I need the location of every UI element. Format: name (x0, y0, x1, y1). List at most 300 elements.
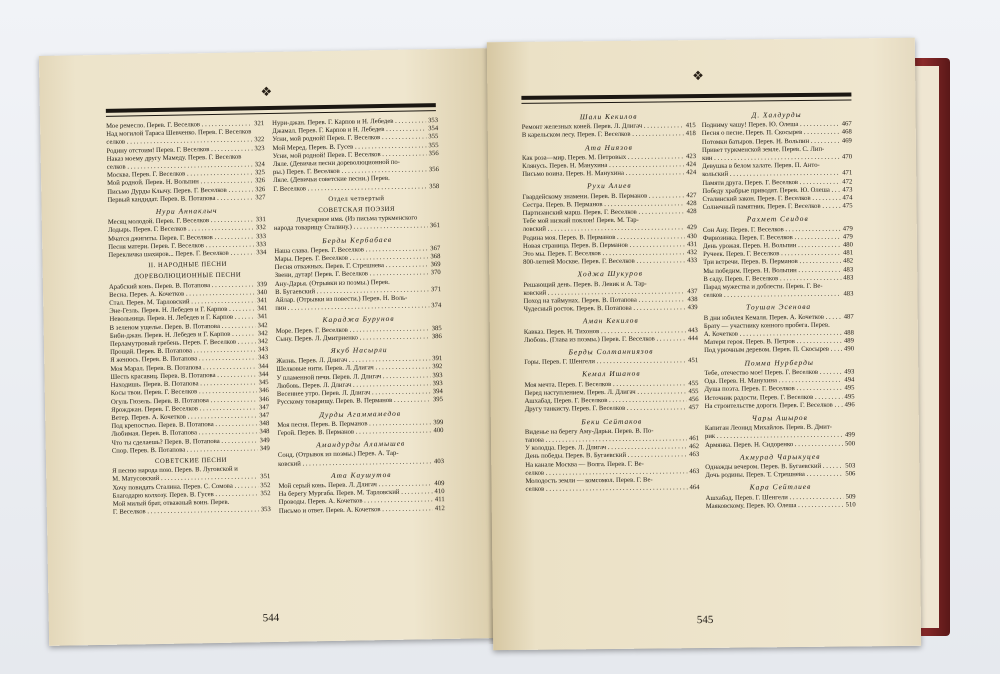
toc-entry-page: 333 (256, 240, 267, 249)
toc-entry-page: 367 (430, 244, 441, 253)
toc-entry (522, 169, 696, 179)
toc-entry-title: Решающий день. Перев. В. Левик и А. Тар- (523, 280, 647, 289)
author-heading: Аман Кекилов (582, 316, 639, 326)
toc-entry-page: 342 (257, 338, 268, 346)
toc-entry-title: Ляле. (Девичьи советские песни.) Перев. (273, 175, 390, 185)
toc-entry-title: Тебе, отечество мое! Перев. Г. Веселков . . . (704, 368, 842, 378)
toc-entry-title: Косы твои. Перев. Г. Веселков . . . (111, 388, 257, 399)
toc-entry-page: 325 (254, 169, 266, 177)
toc-entry-page: 352 (260, 481, 271, 489)
toc-entry-page: 351 (260, 473, 271, 481)
toc-entry-title: Памяти друга. Перев. Г. Веселков . . . (702, 178, 840, 188)
toc-entry (704, 346, 854, 356)
toc-entry-page: 489 (843, 337, 855, 345)
toc-entry-title: Жизнь. Перев. Л. Длигач . . . (276, 356, 430, 367)
toc-entry-title: Русскому товарищу. Перев. В. Перманов . . . (277, 397, 431, 408)
toc-entry (703, 203, 853, 213)
section-heading: Отдел четвертый (328, 194, 385, 203)
toc-entry-title: Дочь родины. Перев. Т. Стрешнева . . . (705, 471, 843, 481)
toc-entry-title: Брату — участнику конного пробега. Перев. (703, 321, 830, 330)
toc-entry-page: 464 (689, 484, 700, 492)
toc-entry-title: Я женюсь. Перев. В. Потапова . . . (110, 355, 256, 366)
toc-entry-page: 455 (688, 379, 699, 387)
toc-entry (524, 357, 698, 367)
toc-entry-title: На строительстве дороги. Перев. Г. Веселков . . . (705, 401, 843, 411)
toc-entry-title: Победу храбрые приводят. Перев. Ю. Олеша . . . (702, 186, 840, 196)
toc-entry-page: 374 (431, 302, 442, 310)
toc-entry-page: 473 (842, 186, 853, 194)
toc-entry-page: 410 (434, 488, 445, 496)
toc-entry-page: 346 (258, 395, 269, 403)
toc-entry-page: 456 (688, 396, 699, 404)
toc-entry-page: 475 (842, 202, 853, 210)
toc-entry-page: 393 (432, 371, 443, 379)
toc-entry-title: Песня матери. Перев. Г. Веселков . . . (108, 241, 254, 252)
toc-entry-page: 368 (430, 253, 441, 261)
section-heading: II. НАРОДНЫЕ ПЕСНИ (148, 261, 228, 270)
toc-entry-title: Весна. Перев. А. Кочетков . . . (109, 289, 255, 300)
toc-entry-title: Письмо и ответ. Перев. А. Кочетков . . . (279, 505, 433, 516)
toc-entry-page: 430 (686, 232, 697, 240)
toc-entry-page: 479 (842, 225, 853, 233)
toc-entry-title: Москва. Перев. Г. Веселков . . . (107, 170, 253, 181)
toc-entry-title: Мы победим. Перев. Н. Вольпин . . . (703, 266, 841, 276)
toc-entry-title: Письмо Дурды Клычу. Перев. Г. Веселков . . . (107, 186, 253, 197)
toc-entry-title: кольский . . . (702, 170, 840, 180)
toc-entry-title: У пламенной печи. Перев. Л. Длигач . . . (276, 372, 430, 383)
toc-entry-title: Любовь. Перев. Л. Длигач . . . (277, 380, 431, 391)
toc-entry-title: Солнечный памятник. Перев. Г. Веселков . . . (703, 203, 841, 213)
author-heading: Шали Кекилов (579, 111, 638, 122)
toc-entry-title: Герой. Перев. В. Перманов . . . (277, 427, 431, 438)
toc-entry-title: селков . . . (703, 291, 841, 301)
toc-entry-page: 343 (257, 346, 269, 354)
toc-entry-page: 479 (842, 233, 853, 241)
toc-entry-title: День урожая. Перев. Н. Вольпин . . . (703, 242, 841, 252)
toc-entry-page: 386 (431, 332, 442, 341)
toc-entry (524, 304, 698, 314)
toc-entry-page: 352 (260, 489, 271, 497)
toc-entry-page: 321 (254, 120, 265, 128)
toc-entry-title: Ручеек. Перев. Г. Веселков . . . (703, 250, 841, 260)
toc-entry-title: Молодость земли — комсомол. Перев. Г. Ве- (525, 476, 653, 485)
toc-entry-title: В зеленом ущелье. Перев. В. Потапова . . . (110, 322, 256, 333)
toc-entry-title: Партизанский марш. Перев. Г. Веселков . . . (523, 208, 685, 218)
toc-entry (277, 427, 443, 438)
author-heading: Рухи Алиев (587, 181, 632, 191)
page-number-right: 545 (696, 613, 714, 627)
toc-entry-page: 334 (256, 249, 267, 257)
toc-entry-title: Ану-Дарья. (Отрывки из поэмы.) Перев. (274, 278, 390, 288)
toc-entry-title: народа товарищу Сталину.) . . . (274, 223, 428, 234)
toc-entry-title: Наша слава. Перев. Г. Веселков . . . (274, 245, 428, 256)
toc-entry-title: Под урючным деревом. Перев. П. Скосырев . . . (704, 346, 842, 356)
toc-entry-page: 370 (430, 269, 441, 277)
toc-entry-title: Наказ моему другу Мамеду. Перев. Г. Веселков (106, 153, 242, 163)
toc-entry-title: Шесть красавиц. Перев. В. Потапова . . . (110, 371, 256, 382)
ornament-icon: ❖ (260, 83, 273, 100)
toc-entry-title: Армянка. Перев. Н. Сидоренко . . . (705, 440, 843, 450)
toc-entry-title: ловский . . . (523, 225, 685, 235)
toc-entry-page: 409 (434, 479, 445, 488)
toc-entry-title: Сыну. Перев. Л. Дмитриенко . . . (276, 333, 430, 344)
toc-entry-title: Чудесный росток. Перев. В. Потапова . . . (524, 304, 686, 314)
toc-entry-page: 444 (687, 334, 698, 343)
toc-entry-title: Песня отважных. Перев. Г. Стрешнева . . . (275, 262, 429, 273)
toc-entry-title: Клянусь. Перев. Н. Манухина . . . (522, 161, 684, 171)
toc-entry-title: Мой милый брат, отважный воин. Перев. (112, 498, 230, 508)
toc-entry-title: Спор. Перев. В. Потапова . . . (112, 445, 258, 456)
toc-entry-page: 346 (258, 387, 269, 395)
toc-entry (275, 302, 441, 313)
toc-entry-page: 348 (259, 428, 270, 436)
right-page (487, 38, 921, 650)
toc-entry-page: 499 (844, 431, 856, 439)
toc-entry-title: Мое ремесло. Перев. Г. Веселков . . . (106, 120, 252, 131)
toc-entry-page: 326 (255, 177, 266, 185)
toc-entry-page: 487 (843, 313, 854, 321)
toc-entry-page: 428 (686, 208, 697, 216)
toc-entry-title: Источник радости. Перев. Г. Веселков . . . (705, 393, 843, 403)
toc-entry-title: Как роза—мир. Перев. М. Петровых . . . (522, 153, 684, 163)
toc-entry-title: Привет туркменской земле. Перев. С. Лип- (701, 145, 825, 154)
toc-entry-page: 483 (843, 266, 854, 274)
toc-entry-title: Нури-джан. Перев. Г. Карпов и Н. Лебедев . . . (272, 117, 426, 128)
toc-entry-page: 342 (257, 329, 268, 338)
toc-entry-page: 344 (258, 362, 269, 370)
toc-entry-page: 353 (260, 506, 271, 514)
toc-entry-title: Ашхабад. Перев. Г. Веселков . . . (525, 396, 687, 406)
author-heading: Якуб Насырли (330, 345, 388, 356)
toc-entry-title: Это мы. Перев. Г. Веселков . . . (523, 249, 685, 259)
toc-entry-page: 392 (432, 363, 443, 371)
toc-entry-title: тапова . . . (525, 435, 687, 445)
toc-entry-title: Душа поэта. Перев. Г. Веселков . . . (704, 385, 842, 395)
toc-entry-page: 468 (841, 128, 852, 136)
toc-entry-title: Перекличка шахиров... Перев. Г. Веселков . . . (108, 249, 254, 260)
toc-entry-title: В карельском лесу. Перев. Г. Веселков . . . (522, 131, 684, 141)
toc-entry-page: 412 (434, 504, 445, 512)
toc-entry-title: Усни, мой родной! Перев. Г. Веселков . . . (273, 150, 427, 161)
section-heading: СОВЕТСКАЯ ПОЭЗИЯ (318, 205, 395, 215)
toc-entry-title: В. Бугаевский . . . (275, 286, 429, 297)
toc-entry-page: 432 (686, 249, 698, 257)
author-heading: Ата Каушутов (330, 469, 392, 480)
toc-entry-page: 344 (258, 370, 269, 379)
toc-entry-page: 462 (689, 443, 700, 451)
toc-entry-title: Моя Марал. Перев. В. Потапова . . . (110, 363, 256, 374)
toc-entry-page: 481 (842, 249, 854, 257)
toc-entry-page: 443 (687, 326, 698, 334)
toc-entry (525, 484, 699, 494)
toc-entry-page: 495 (844, 384, 855, 392)
toc-entry (522, 130, 696, 140)
toc-entry-page: 331 (255, 216, 266, 224)
toc-entry-page: 483 (843, 274, 854, 282)
toc-entry-title: У колодца. Перев. Л. Длигач . . . (525, 443, 687, 453)
toc-entry-title: кин . . . (702, 154, 840, 164)
author-heading: Берды Кербабаев (322, 234, 393, 245)
toc-entry-page: 496 (844, 401, 855, 409)
toc-entry-title: Виденье на берегу Аму-Дарьи. Перев. В. По- (524, 427, 654, 436)
toc-entry-title: Джамал. Перев. Г. Карпов и Н. Лебедев . . . (272, 125, 426, 136)
toc-entry-title: Стал. Перев. М. Тарловский . . . (109, 297, 255, 308)
toc-entry-page: 471 (842, 169, 853, 177)
toc-entry-title: Перед наступлением. Перев. Л. Длигач . . . (524, 388, 686, 398)
toc-entry-page: 333 (255, 232, 267, 240)
toc-entry-page: 428 (686, 199, 697, 208)
author-heading: Кемал Ишанов (582, 369, 641, 379)
toc-entry-page: 470 (841, 153, 853, 161)
toc-entry-title: Ремонт железных коней. Перев. Л. Длигач . . . (522, 122, 684, 132)
toc-entry-title: Над могилой Тараса Шевченко. Перев. Г. Веселков (106, 128, 252, 139)
toc-entry-page: 340 (256, 288, 268, 297)
toc-entry-title: Однажды вечером. Перев. В. Бугаевский . . . (705, 462, 843, 472)
author-heading: Караджа Бурунов (322, 314, 395, 325)
toc-entry-page: 463 (689, 451, 700, 459)
toc-entry-title: Парад мужества и доблести. Перев. Г. Ве- (703, 282, 823, 292)
author-heading: Рахмет Сеидов (746, 214, 809, 224)
toc-entry-title: А. Кочетков . . . (704, 330, 842, 340)
toc-entry-title: Благодарю колхозу. Перев. В. Гусев . . . (113, 490, 259, 501)
toc-entry-page: 474 (842, 194, 853, 202)
toc-entry-title: Я песню народа пою. Перев. В. Луговской и (112, 465, 238, 475)
toc-entry-title: Ашхабад. Перев. Г. Шенгели . . . (706, 493, 844, 503)
author-heading: Берды Солтанниязов (568, 346, 654, 357)
toc-entry-title: селков . . . (525, 468, 687, 478)
toc-entry-title: Ярожджан. Перев. Г. Веселков . . . (111, 404, 257, 415)
toc-entry-page: 488 (843, 329, 854, 337)
toc-entry (274, 222, 440, 233)
toc-entry-title: Г. Веселков . . . (273, 183, 427, 194)
toc-entry-title: рик . . . (705, 432, 843, 442)
author-heading: Дурды Агаммамедов (319, 408, 402, 419)
author-heading: Нури Аннаклыч (155, 205, 218, 217)
toc-entry-title: Сонд. (Отрывок из поэмы.) Перев. А. Тар- (277, 450, 399, 460)
toc-entry-page: 353 (427, 117, 439, 125)
toc-entry-page: 358 (429, 182, 440, 190)
toc-entry-title: Прощай. Перев. В. Потапова . . . (110, 347, 256, 358)
toc-entry-page: 494 (844, 376, 855, 384)
toc-entry-title: селков . . . (525, 484, 687, 494)
toc-entry-page: 342 (257, 321, 268, 329)
toc-entry-page: 472 (842, 178, 853, 186)
toc-entry-page: 427 (686, 191, 697, 199)
toc-entry-title: Невольница. Перев. Н. Лебедев и Г. Карпов . . . (109, 314, 255, 325)
toc-entry-title: На берегу Мургаба. Перев. М. Тарловский . . . (279, 488, 433, 499)
toc-entry-page: 429 (686, 224, 697, 232)
toc-entry-title: Шелковые нити. Перев. Л. Длигач . . . (276, 364, 430, 375)
toc-entry-page: 463 (689, 467, 700, 475)
toc-entry-page: 493 (844, 368, 855, 376)
toc-entry-title: Девушка в белом халате. Перев. П. Анто- (702, 161, 820, 171)
toc-entry-title: На канале Москва — Волга. Перев. Г. Ве- (525, 460, 644, 469)
toc-entry (525, 404, 699, 414)
toc-entry-page: 354 (428, 125, 439, 133)
section-heading: ДОРЕВОЛЮЦИОННЫЕ ПЕСНИ (134, 271, 242, 281)
toc-entry-page: 326 (255, 185, 266, 193)
toc-entry (276, 333, 442, 344)
toc-entry-title: Арабский конь. Перев. В. Потапова . . . (109, 281, 255, 292)
toc-entry-page: 393 (432, 379, 443, 388)
toc-entry-title: Фирюзинка. Перев. Г. Веселков . . . (703, 233, 841, 243)
toc-entry-title: Родина моя. Перев. В. Перманов . . . (523, 233, 685, 243)
toc-entry-page: 431 (686, 240, 697, 249)
toc-entry-page: 356 (428, 166, 439, 174)
toc-entry-page: 349 (259, 436, 270, 444)
toc-entry (705, 401, 855, 411)
toc-entry-page: 433 (687, 257, 698, 265)
toc-entry-title: Весеннее утро. Перев. Л. Длигач . . . (277, 388, 431, 399)
toc-entry-title: Другу танкисту. Перев. Г. Веселков . . . (525, 404, 687, 414)
author-heading: Чары Ашыров (751, 412, 808, 423)
toc-entry-title: Г. Веселков . . . (113, 506, 259, 517)
toc-entry-title: Под крепостью. Перев. В. Потапова . . . (111, 420, 257, 431)
toc-entry-page: 343 (258, 354, 269, 362)
toc-entry-page: 480 (842, 241, 854, 249)
toc-entry-title: Любимая. Перев. В. Потапова . . . (111, 429, 257, 440)
toc-entry-title: Ода. Перев. Н. Манухина . . . (704, 377, 842, 387)
toc-entry-title: селков . . . (106, 137, 252, 148)
toc-entry (705, 471, 855, 481)
toc-entry-title: Хочу повидать Сталина. Перев. С. Сомова . . . (112, 482, 258, 493)
toc-entry (113, 506, 271, 517)
toc-entry-page: 424 (686, 161, 697, 169)
toc-entry-page: 341 (257, 313, 268, 321)
author-heading: Помма Нурберды (744, 357, 814, 368)
toc-entry-title: Мой родной. Перев. Н. Вольпин . . . (107, 178, 253, 189)
toc-entry-page: 483 (843, 290, 854, 298)
toc-entry-page: 322 (254, 136, 265, 144)
toc-entry-title: Поход на таймунах. Перев. В. Потапова . . . (524, 296, 686, 306)
toc-entry-title: В дни юбилея Кемаля. Перев. А. Кочетков . . . (704, 313, 842, 323)
toc-entry-title: Находишь. Перев. В. Потапова . . . (111, 379, 257, 390)
toc-entry-page: 461 (688, 434, 700, 443)
author-heading: Д. Халдурды (751, 109, 802, 120)
toc-entry (112, 445, 270, 456)
toc-entry-title: Мой Меред. Перев. В. Гусев . . . (272, 142, 426, 153)
toc-entry-title: ковский . . . (523, 288, 685, 298)
toc-entry-page: 385 (431, 324, 442, 332)
toc-column-left-2 (272, 117, 445, 516)
toc-entry-page: 455 (688, 387, 699, 396)
toc-column-right-2 (702, 106, 856, 510)
toc-entry-title: Маяковскому. Перев. Ю. Олеша . . . (706, 501, 844, 511)
toc-column-right-1 (522, 108, 700, 494)
toc-entry-title: Мой серый конь. Перев. Л. Длигач . . . (278, 480, 432, 491)
page-number-left: 544 (262, 611, 280, 625)
toc-line: Лучезарное имя. (Из письма туркменского (296, 214, 418, 224)
toc-entry-page: 423 (685, 152, 697, 160)
toc-entry-title: Усни, мой родной! Перев. Г. Веселков . . . (272, 134, 426, 145)
toc-entry-title: Гвардейскому знамени. Перев. В. Перманов . . . (522, 192, 684, 202)
toc-entry-title: Капитан Леонид Михайлов. Перев. В. Дмит- (704, 423, 833, 433)
header-rule-thin (521, 99, 851, 103)
toc-entry-page: 347 (258, 403, 270, 411)
toc-entry-title: Мары. Перев. Г. Веселков . . . (274, 253, 428, 264)
toc-column-left-1 (106, 120, 271, 517)
header-rule (521, 92, 851, 99)
toc-entry-page: 495 (844, 392, 855, 401)
toc-entry-page: 355 (428, 141, 439, 149)
toc-entry-title: М. Матусовский . . . (112, 474, 258, 485)
toc-entry-page: 451 (688, 357, 699, 365)
toc-entry-title: Месяц молодой. Перев. Г. Веселков . . . (108, 217, 254, 228)
toc-entry-title: Ляле. (Девичьи песни дореволюционной по- (272, 158, 401, 168)
toc-entry (107, 194, 265, 205)
toc-entry-page: 411 (434, 496, 445, 504)
toc-entry-title: Огуль Гюзель. Перев. В. Потапова . . . (111, 396, 257, 407)
toc-entry-page: 391 (432, 355, 443, 363)
toc-entry-page: 369 (430, 261, 441, 269)
toc-entry-page: 510 (845, 501, 856, 509)
left-page (39, 48, 505, 646)
toc-entry-title: Потомки батыров. Перев. Н. Вольпин . . . (702, 137, 840, 147)
toc-entry-title: Биби-джан. Перев. Н. Лебедев и Г. Карпов . . . (110, 330, 256, 341)
toc-entry-page: 482 (843, 257, 854, 265)
toc-entry-title: Ветер. Перев. А. Кочетков . . . (111, 412, 257, 423)
toc-entry-page: 400 (433, 426, 444, 435)
author-heading: Амандурды Аламышев (316, 438, 406, 450)
toc-entry-title: Лодырь. Перев. Г. Веселков . . . (108, 225, 254, 236)
toc-entry-page: 500 (844, 439, 856, 448)
toc-entry-page: 324 (254, 161, 265, 169)
toc-entry-page: 418 (685, 130, 696, 138)
toc-entry (703, 291, 853, 301)
toc-entry-title: Тебе мой низкий поклон! Перев. М. Тар- (522, 216, 639, 226)
section-heading: СОВЕТСКИЕ ПЕСНИ (154, 456, 228, 465)
toc-entry-title: Родину отстоим! Перев. Г. Веселков . . . (106, 145, 252, 156)
toc-entry (706, 501, 856, 511)
author-heading: Акмурад Чарыкуцев (739, 451, 821, 462)
author-heading: Беки Сейтаков (581, 416, 643, 426)
toc-entry-page: 348 (259, 420, 270, 428)
toc-entry-page: 341 (257, 305, 268, 313)
ornament-icon: ❖ (692, 67, 704, 84)
toc-entry (279, 505, 445, 516)
toc-entry-title: ры.) Перев. Г. Веселков . . . (273, 166, 427, 177)
toc-entry-page: 503 (845, 462, 856, 470)
toc-entry-title: Эне-Гезль. Перев. Н. Лебедев и Г. Карпов . . . (109, 306, 255, 317)
toc-entry-page: 332 (255, 224, 266, 232)
toc-entry-title: Море. Перев. Г. Веселков . . . (276, 325, 430, 336)
toc-entry-page: 323 (254, 144, 265, 152)
toc-entry (108, 249, 266, 260)
toc-entry-title: Сон Ану. Перев. Г. Веселков . . . (703, 225, 841, 235)
toc-entry-page: 438 (687, 296, 698, 304)
toc-entry (277, 396, 443, 407)
toc-entry-title: Три встречи. Перев. В. Перманов . . . (703, 258, 841, 268)
toc-entry-page: 356 (428, 149, 439, 158)
toc-entry-page: 371 (430, 285, 442, 294)
toc-entry-title: Любовь. (Глава из поэмы.) Перев. Г. Веселков . . . (524, 335, 686, 345)
toc-entry-title: Письмо воина. Перев. Н. Манухина . . . (522, 169, 684, 179)
toc-entry-title: Сталинский закон. Перев. Г. Веселков . . . (702, 195, 840, 205)
toc-entry-title: Перламутровый гребень. Перев. Г. Веселков . . . (110, 338, 256, 349)
author-heading: Ходжа Шукуров (577, 269, 643, 279)
toc-entry-title: Проводы. Перев. А. Кочетков . . . (279, 497, 433, 508)
toc-entry-page: 395 (432, 396, 444, 404)
toc-entry-title: 800-летней Москве. Перев. Г. Веселков . . . (523, 257, 685, 267)
toc-entry-page: 355 (428, 133, 439, 141)
toc-entry-title: Подниму чашу! Перев. Ю. Олеша . . . (702, 121, 840, 131)
toc-entry-title: Айлар. (Отрывки из повести.) Перев. Н. Воль- (275, 294, 408, 304)
toc-entry (524, 335, 698, 345)
toc-entry-title: Кавказ. Перев. Н. Тихонов . . . (524, 327, 686, 337)
toc-entry-title: Сестра. Перев. В. Перманов . . . (523, 200, 685, 210)
toc-entry-page: 347 (259, 411, 270, 420)
toc-entry-title: Горы. Перев. Г. Шенгели . . . (524, 357, 686, 367)
